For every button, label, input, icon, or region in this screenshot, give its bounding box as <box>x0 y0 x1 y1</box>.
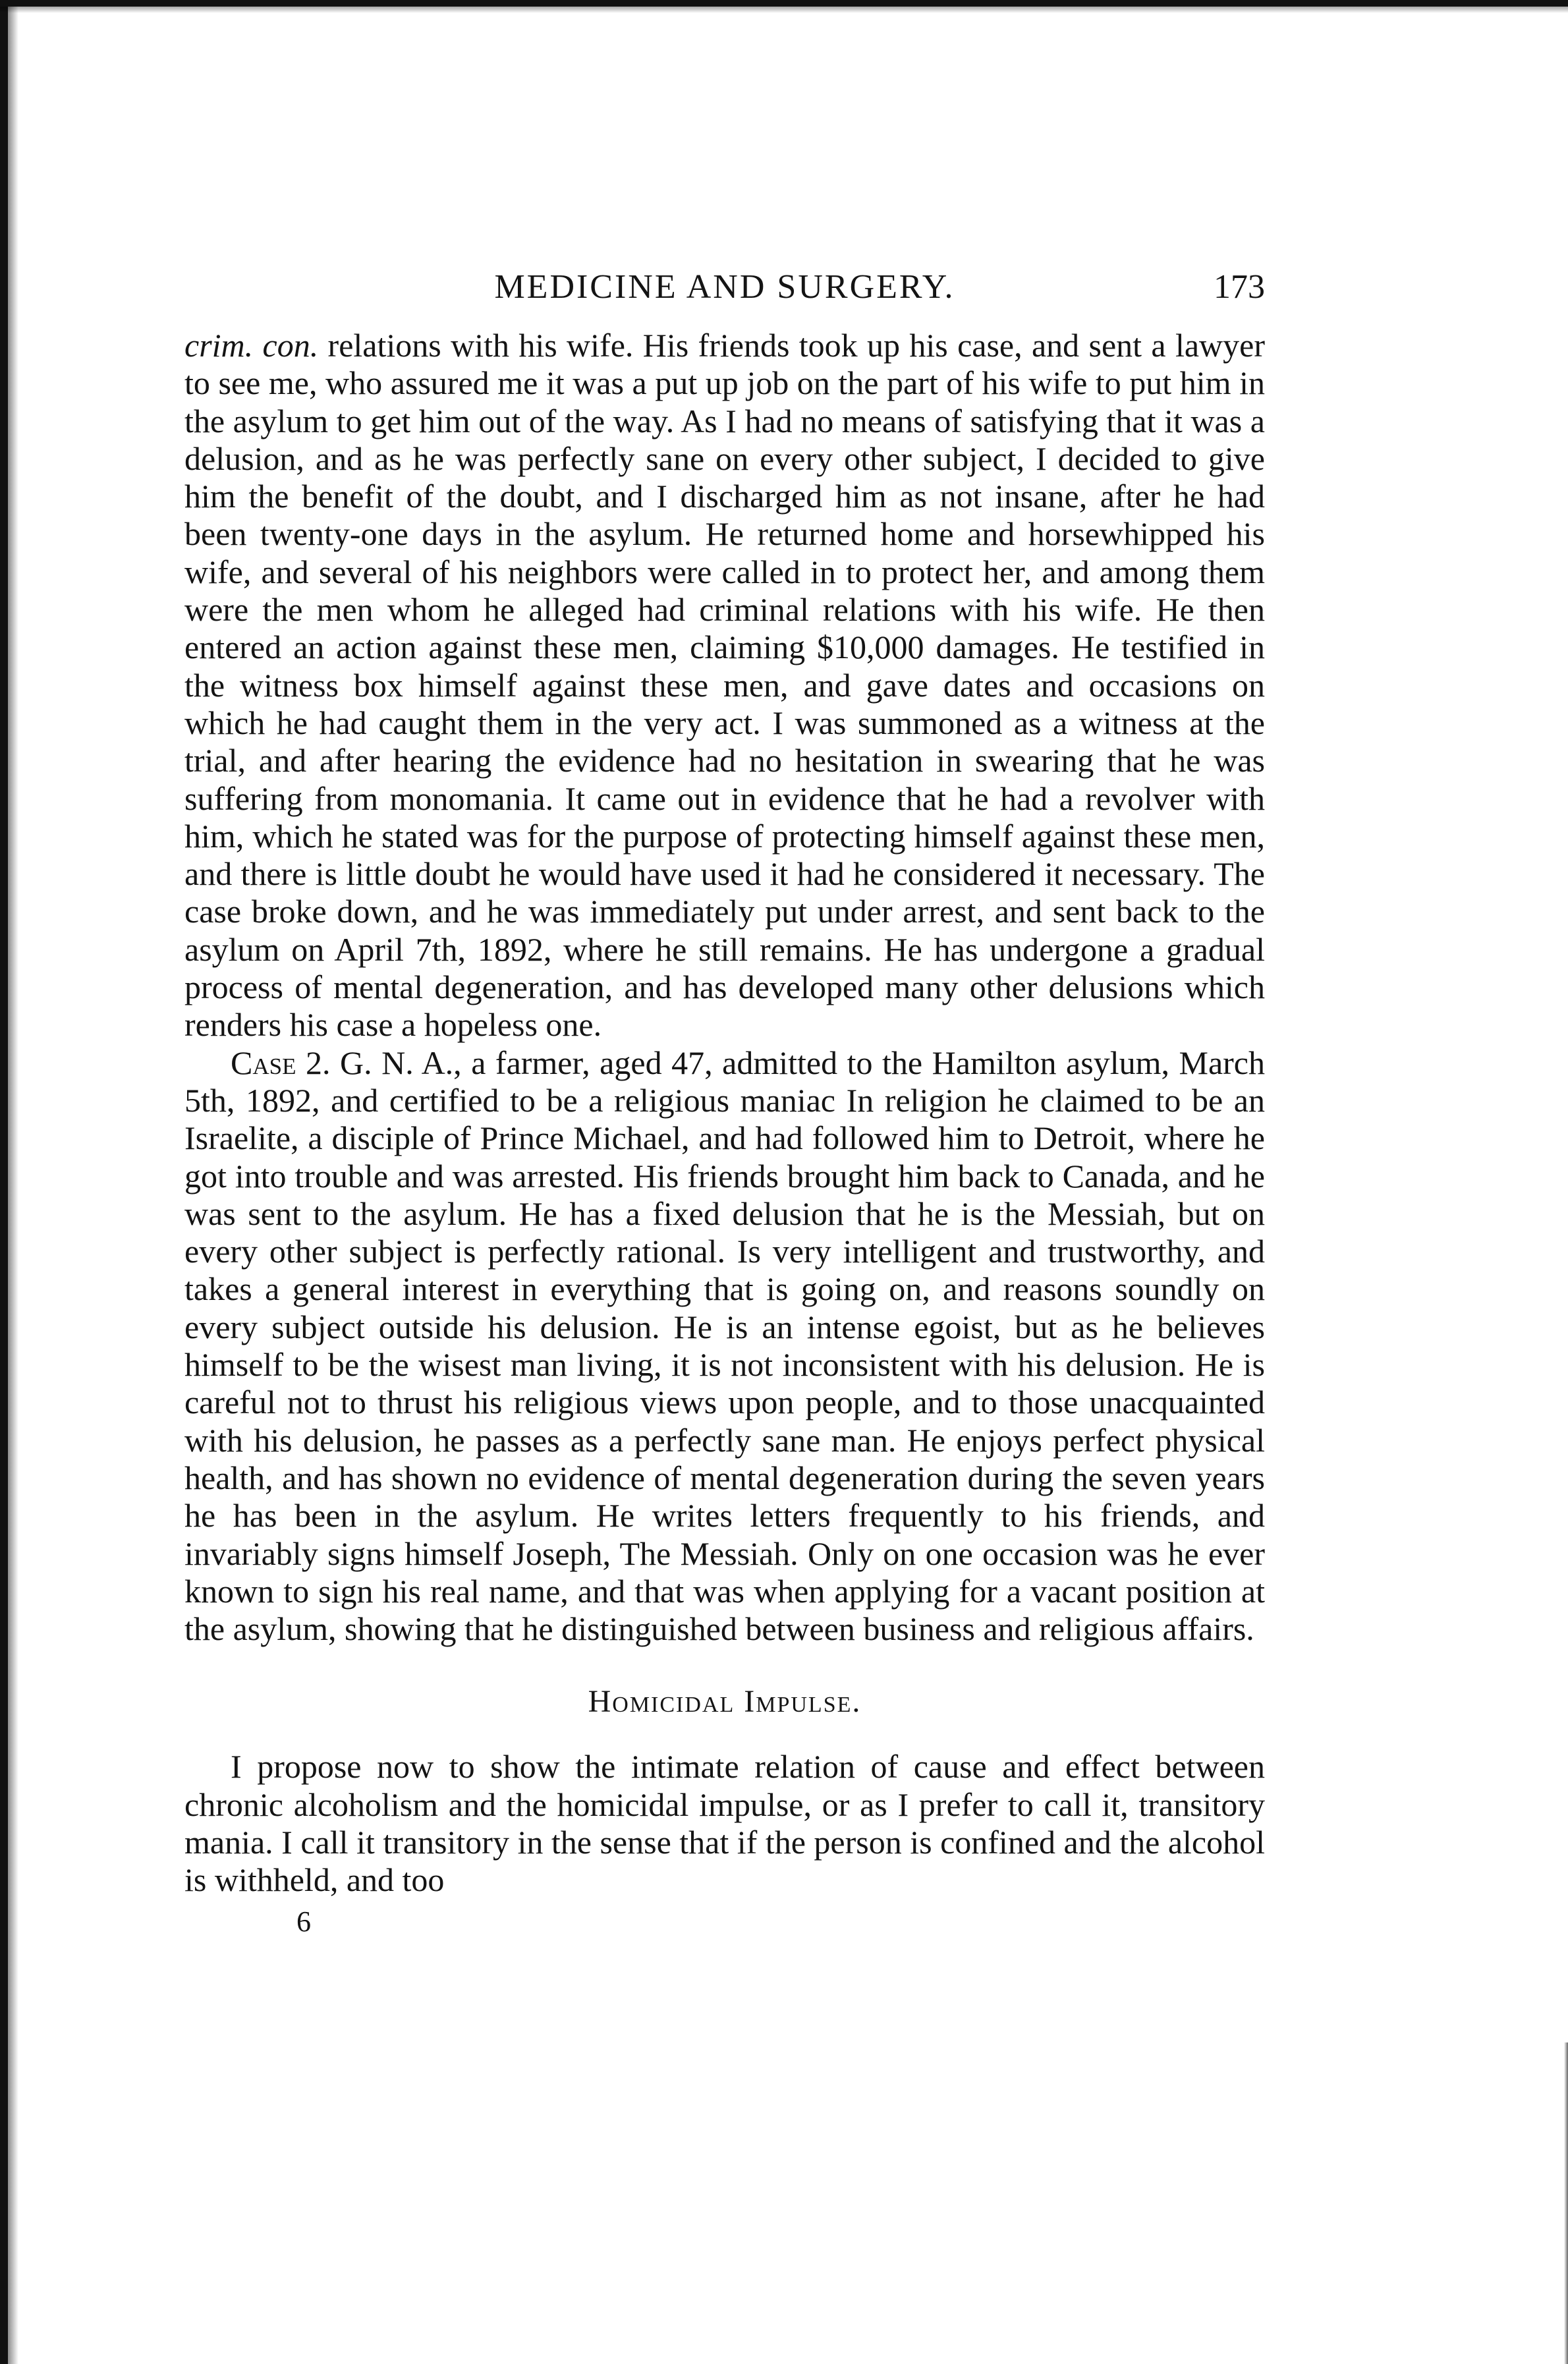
running-title: MEDICINE AND SURGERY. <box>494 268 955 306</box>
running-head <box>184 261 1265 314</box>
book-page <box>184 261 1265 1942</box>
latin-phrase: crim. con. <box>184 327 319 364</box>
scan-right-edge-shadow <box>1564 2042 1568 2364</box>
scan-top-shadow <box>0 7 1568 13</box>
case-paragraph <box>184 1044 1265 1648</box>
section-paragraph-text: I propose now to show the intimate relation of cause and effect between chronic alcoholism and the homicidal impulse, or as I prefer to call it, transitory mania. I call it transitory in the sense that if the person is confined and the alcohol is withheld, and too <box>184 1748 1265 1899</box>
scan-binding-edge <box>0 0 8 2364</box>
section-heading: Homicidal Impulse. <box>588 1684 862 1720</box>
case-paragraph-text: G. N. A., a farmer, aged 47, admitted to the Hamilton asylum, March 5th, 1892, and certified to be a religious maniac In religion he claimed to be an Israelite, a disciple of Prince Michael, and had followed him to Detroit, where he got into trouble and was arrested. His friends brought him back to Canada, and he was sent to the asylum. He has a fixed delusion that he is the Messiah, but on every other subject is perfectly rational. Is very intelligent and trustworthy, and takes a general interest in everything that is going on, and reasons soundly on every subject outside his delusion. He is an intense egoist, but as he believes himself to be the wisest man living, it is not inconsistent with his delusion. He is careful not to thrust his religious views upon people, and to those unacquainted with his delusion, he passes as a perfectly sane man. He enjoys perfect physical health, and has shown no evidence of mental degeneration during the seven years he has been in the asylum. He writes letters frequently to his friends, and invariably signs himself Joseph, The Messiah. Only on one occasion was he ever known to sign his real name, and that was when applying for a vacant position at the asylum, showing that he distinguished between business and religious affairs. <box>184 1044 1265 1648</box>
section-paragraph <box>184 1748 1265 1899</box>
opening-paragraph <box>184 327 1265 1044</box>
scan-binding-shadow <box>8 0 18 2364</box>
signature-mark: 6 <box>296 1905 311 1938</box>
opening-paragraph-text: relations with his wife. His friends took up his case, and sent a lawyer to see me, who assured me it was a put up job on the part of his wife to put him in the asylum to get him out of the way. As I had no means of satisfying that it was a delusion, and as he was perfectly sane on every other subject, I decided to give him the benefit of the doubt, and I discharged him as not insane, after he had been twenty-one days in the asylum. He returned home and horsewhipped his wife, and several of his neighbors were called in to protect her, and among them were the men whom he alleged had criminal relations with his wife. He then entered an action against these men, claiming $10,000 damages. He testified in the witness box himself against these men, and gave dates and occasions on which he had caught them in the very act. I was summoned as a witness at the trial, and after hearing the evidence had no hesitation in swearing that he was suffering from monomania. It came out in evidence that he had a revolver with him, which he stated was for the purpose of protecting himself against these men, and there is little doubt he would have used it had he considered it necessary. The case broke down, and he was immediately put under arrest, and sent back to the asylum on April 7th, 1892, where he still remains. He has undergone a gradual process of mental degeneration, and has developed many other delusions which renders his case a hopeless one. <box>184 327 1265 1044</box>
page-number: 173 <box>1214 268 1265 306</box>
case-label: Case 2. <box>231 1044 331 1081</box>
body-text <box>184 327 1265 1942</box>
scan-top-edge <box>0 0 1568 7</box>
